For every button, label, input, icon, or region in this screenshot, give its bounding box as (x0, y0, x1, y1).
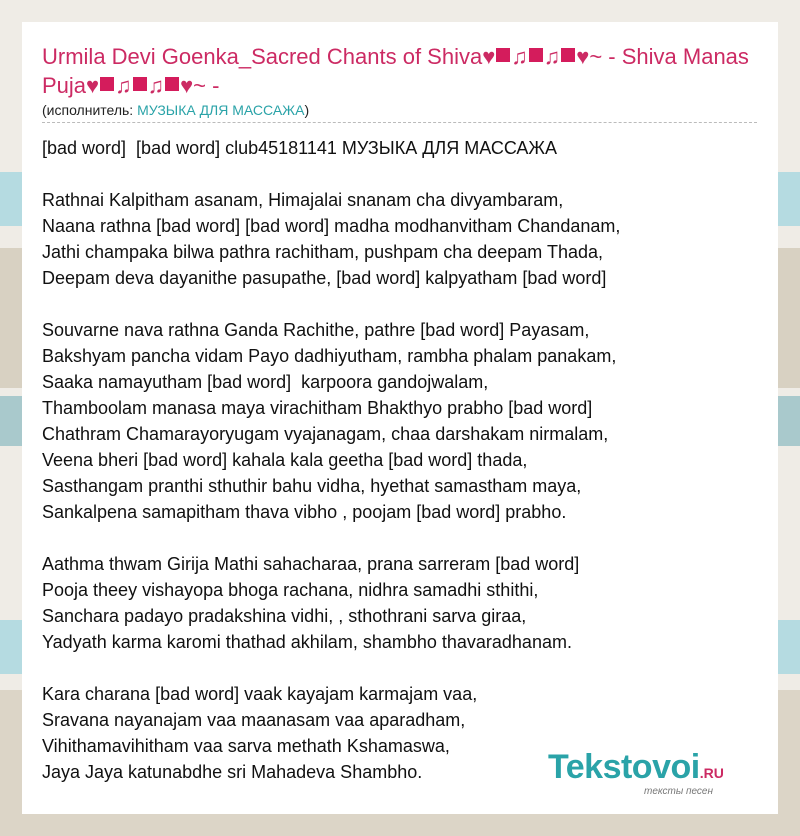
music-note-icon: ♫ (511, 44, 528, 69)
title-text: Urmila Devi Goenka_Sacred Chants of Shiva♥ (42, 44, 496, 69)
performer-link[interactable]: МУЗЫКА ДЛЯ МАССАЖА (137, 102, 305, 118)
performer-prefix: (исполнитель: (42, 102, 138, 118)
lyrics-line: Souvarne nava rathna Ganda Rachithe, pathre [bad word] Payasam, (42, 320, 590, 340)
lyrics-stanza (42, 135, 762, 161)
title-text: ♥~ - (180, 73, 220, 98)
music-note-icon: ♫ (115, 73, 132, 98)
pink-square-icon (496, 48, 510, 62)
lyrics-stanza (42, 551, 762, 655)
lyrics-card (22, 22, 778, 814)
lyrics-line: Chathram Chamarayoryugam vyajanagam, chaa darshakam nirmalam, (42, 424, 609, 444)
title-text: ♥~ - Shiva Manas Puja♥ (42, 44, 749, 98)
logo-text: Tekstovoi (548, 748, 700, 786)
lyrics-line: Deepam deva dayanithe pasupathe, [bad word] kalpyatham [bad word] (42, 268, 607, 288)
lyrics-line: Jaya Jaya katunabdhe sri Mahadeva Shambho. (42, 762, 423, 782)
music-note-icon: ♫ (543, 44, 561, 69)
lyrics-line: Sasthangam pranthi sthuthir bahu vidha, hyethat samastham maya, (42, 476, 582, 496)
logo-tagline: тексты песен (644, 786, 713, 797)
lyrics-text (42, 135, 762, 811)
page-title (42, 42, 762, 100)
lyrics-line: Saaka namayutham [bad word] karpoora gandojwalam, (42, 372, 489, 392)
music-note-icon: ♫ (147, 73, 165, 98)
lyrics-line: Veena bheri [bad word] kahala kala geetha [bad word] thada, (42, 450, 528, 470)
pink-square-icon (561, 48, 575, 62)
lyrics-line: Vihithamavihitham vaa sarva methath Kshamaswa, (42, 736, 450, 756)
performer-line (42, 102, 309, 118)
lyrics-line: Naana rathna [bad word] [bad word] madha modhanvitham Chandanam, (42, 216, 621, 236)
lyrics-stanza (42, 187, 762, 291)
performer-suffix: ) (304, 102, 310, 118)
lyrics-line: Thamboolam manasa maya virachitham Bhakthyo prabho [bad word] (42, 398, 593, 418)
site-logo[interactable] (548, 748, 724, 797)
lyrics-line: [bad word] [bad word] club45181141 МУЗЫКА ДЛЯ МАССАЖА (42, 138, 558, 158)
pink-square-icon (133, 77, 147, 91)
lyrics-line: Kara charana [bad word] vaak kayajam karmajam vaa, (42, 684, 478, 704)
divider (42, 122, 757, 123)
pink-square-icon (100, 77, 114, 91)
lyrics-line: Jathi champaka bilwa pathra rachitham, pushpam cha deepam Thada, (42, 242, 603, 262)
lyrics-line: Rathnai Kalpitham asanam, Himajalai snanam cha divyambaram, (42, 190, 564, 210)
pink-square-icon (165, 77, 179, 91)
lyrics-stanza (42, 317, 762, 525)
lyrics-line: Yadyath karma karomi thathad akhilam, shambho thavaradhanam. (42, 632, 572, 652)
lyrics-line: Sanchara padayo pradakshina vidhi, , sthothrani sarva giraa, (42, 606, 527, 626)
lyrics-line: Bakshyam pancha vidam Payo dadhiyutham, rambha phalam panakam, (42, 346, 617, 366)
lyrics-line: Pooja theey vishayopa bhoga rachana, nidhra samadhi sthithi, (42, 580, 539, 600)
logo-tld: .RU (699, 765, 724, 781)
lyrics-line: Sravana nayanajam vaa maanasam vaa aparadham, (42, 710, 466, 730)
lyrics-line: Sankalpena samapitham thava vibho , poojam [bad word] prabho. (42, 502, 567, 522)
pink-square-icon (529, 48, 543, 62)
lyrics-line: Aathma thwam Girija Mathi sahacharaa, prana sarreram [bad word] (42, 554, 580, 574)
